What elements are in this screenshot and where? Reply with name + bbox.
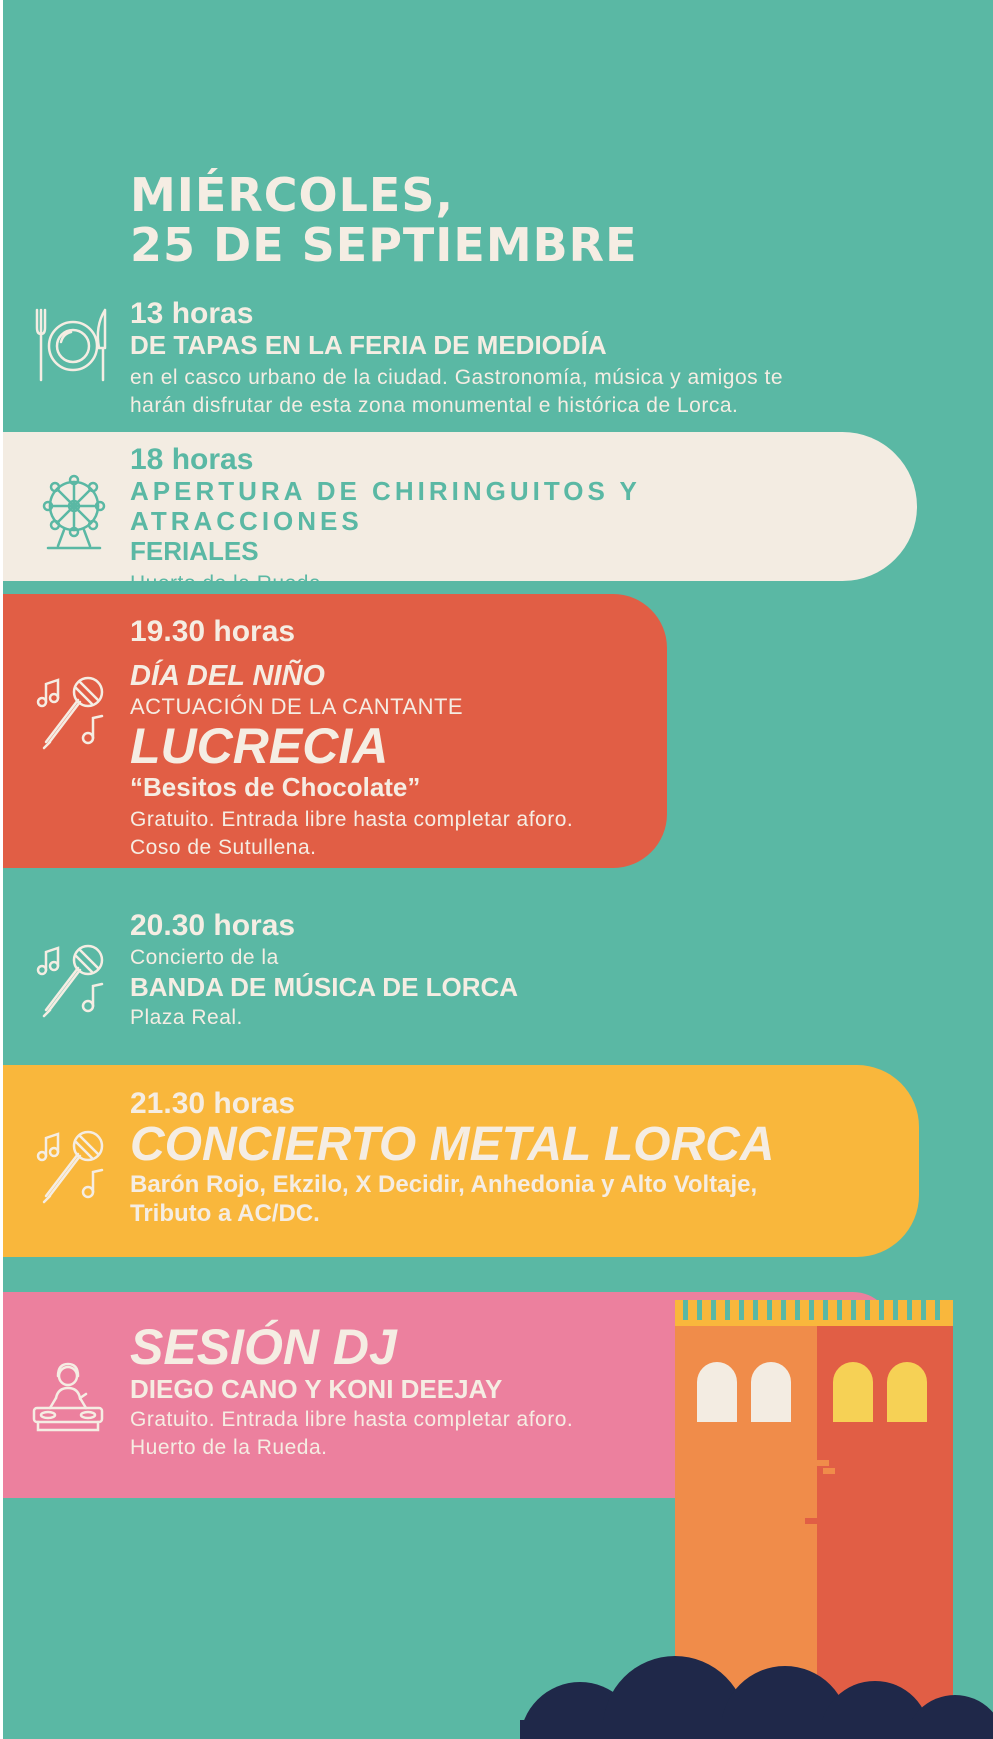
microphone-icon: [36, 940, 116, 1020]
event-time: 19.30 horas: [130, 615, 296, 648]
microphone-icon: [36, 672, 116, 752]
page-title: [130, 170, 638, 270]
microphone-icon: [36, 1126, 116, 1206]
event-heading: BANDA DE MÚSICA DE LORCA: [130, 972, 519, 1002]
event-subtitle: DÍA DEL NIÑO: [130, 660, 325, 692]
event-description-line1: Gratuito. Entrada libre hasta completar aforo.: [130, 1408, 574, 1431]
event-dj-session: [130, 1320, 573, 1462]
event-artists: DIEGO CANO Y KONI DEEJAY: [130, 1374, 503, 1404]
event-description-line1: en el casco urbano de la ciudad. Gastronomía, música y amigos te: [130, 366, 783, 389]
event-heading: CONCIERTO METAL LORCA: [130, 1118, 775, 1171]
event-time: 20.30 horas: [130, 909, 296, 942]
plate-cutlery-icon: [33, 306, 113, 386]
title-day: MIÉRCOLES,: [130, 168, 454, 222]
event-intro: ACTUACIÓN DE LA CANTANTE: [130, 694, 464, 719]
clouds-illustration: [500, 1650, 993, 1739]
event-description-line1: Gratuito. Entrada libre hasta completar aforo.: [130, 808, 574, 831]
event-18h: [130, 444, 874, 598]
event-heading: DE TAPAS EN LA FERIA DE MEDIODÍA: [130, 330, 607, 360]
dj-icon: [28, 1360, 108, 1440]
event-bands-line2: Tributo a AC/DC.: [130, 1200, 320, 1227]
event-location: Huerto de la Rueda.: [130, 1436, 328, 1459]
event-heading: SESIÓN DJ: [130, 1319, 397, 1375]
event-bands-line1: Barón Rojo, Ekzilo, X Decidir, Anhedonia y Alto Voltaje,: [130, 1171, 758, 1198]
event-20-30h: [130, 910, 518, 1032]
event-time: 18 horas: [130, 443, 254, 476]
event-location: Plaza Real.: [130, 1006, 243, 1029]
event-21-30h: [130, 1088, 774, 1228]
event-time: 21.30 horas: [130, 1087, 296, 1120]
event-heading-line2: FERIALES: [130, 536, 259, 566]
event-13h: [130, 298, 783, 420]
event-show-name: “Besitos de Chocolate”: [130, 772, 421, 802]
event-19-30h: [130, 616, 573, 862]
event-description-line2: harán disfrutar de esta zona monumental e histórica de Lorca.: [130, 394, 739, 417]
ferris-wheel-icon: [34, 472, 114, 552]
title-date: 25 DE SEPTIEMBRE: [130, 218, 638, 272]
event-location: Huerto de la Rueda.: [130, 572, 328, 595]
event-location: Coso de Sutullena.: [130, 836, 317, 859]
event-artist: LUCRECIA: [130, 718, 389, 774]
event-heading-line1: APERTURA DE CHIRINGUITOS Y ATRACCIONES: [130, 476, 641, 536]
event-time: 13 horas: [130, 297, 254, 330]
event-intro: Concierto de la: [130, 946, 279, 969]
